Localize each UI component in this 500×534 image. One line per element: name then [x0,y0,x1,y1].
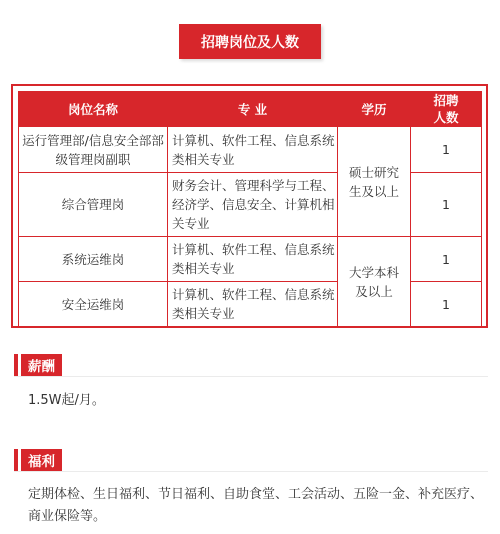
count-cell: 1 [411,127,482,173]
education-cell: 大学本科及以上 [338,237,411,327]
salary-divider [14,376,488,377]
count-cell: 1 [411,237,482,282]
position-cell: 安全运维岗 [19,282,168,327]
benefits-heading-label: 福利 [21,449,62,471]
count-cell: 1 [411,173,482,237]
benefits-text: 定期体检、生日福利、节日福利、自助食堂、工会活动、五险一金、补充医疗、商业保险等。 [28,487,484,524]
header-education: 学历 [338,92,411,127]
education-cell: 硕士研究生及以上 [338,127,411,237]
position-cell: 综合管理岗 [19,173,168,237]
salary-text: 1.5W起/月。 [28,393,105,408]
major-cell: 计算机、软件工程、信息系统类相关专业 [168,282,338,327]
salary-heading [14,354,62,376]
major-cell: 计算机、软件工程、信息系统类相关专业 [168,127,338,173]
table-row [19,237,482,282]
major-cell: 财务会计、管理科学与工程、经济学、信息安全、计算机相关专业 [168,173,338,237]
count-cell: 1 [411,282,482,327]
table-row [19,282,482,327]
benefits-heading [14,449,62,471]
table-row [19,173,482,237]
header-count: 招聘 人数 [411,92,482,127]
benefits-heading-accent [14,449,18,471]
position-cell: 运行管理部/信息安全部部级管理岗副职 [19,127,168,173]
table-row [19,127,482,173]
table-header-row [19,92,482,127]
header-major: 专 业 [168,92,338,127]
benefits-divider [14,471,488,472]
major-cell: 计算机、软件工程、信息系统类相关专业 [168,237,338,282]
salary-heading-accent [14,354,18,376]
recruitment-table [18,91,482,327]
page-banner-title: 招聘岗位及人数 [179,24,321,59]
recruitment-table-frame [11,84,488,328]
salary-heading-label: 薪酬 [21,354,62,376]
position-cell: 系统运维岗 [19,237,168,282]
header-position: 岗位名称 [19,92,168,127]
